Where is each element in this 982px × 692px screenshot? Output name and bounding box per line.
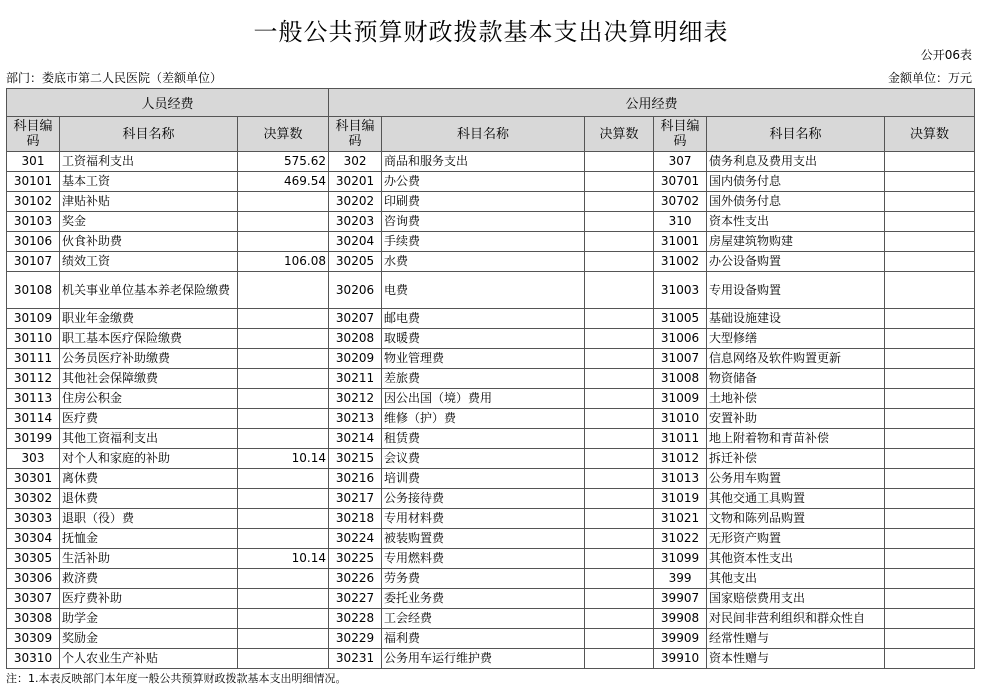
subject-name: 公务用车购置 [707,469,885,489]
table-row [7,252,975,272]
subject-code: 30305 [7,549,60,569]
subject-code: 31010 [654,409,707,429]
amount-value [885,449,975,469]
expenditure-table [6,88,975,669]
amount-value [885,489,975,509]
subject-name: 会议费 [382,449,585,469]
amount-value [238,429,329,449]
amount-value [238,589,329,609]
subject-name: 离休费 [60,469,238,489]
subject-name: 劳务费 [382,569,585,589]
subject-name: 公务员医疗补助缴费 [60,349,238,369]
subject-name: 国内债务付息 [707,172,885,192]
amount-value [585,192,654,212]
amount-value [585,549,654,569]
subject-name: 其他社会保障缴费 [60,369,238,389]
subject-code: 30224 [329,529,382,549]
subject-name: 伙食补助费 [60,232,238,252]
subject-name: 助学金 [60,609,238,629]
amount-value [585,309,654,329]
subject-code: 30107 [7,252,60,272]
form-number: 公开06表 [920,48,972,62]
table-row [7,529,975,549]
subject-name: 基础设施建设 [707,309,885,329]
amount-value [238,212,329,232]
amount-value [585,172,654,192]
subject-name: 租赁费 [382,429,585,449]
subject-code: 30228 [329,609,382,629]
subject-code: 30111 [7,349,60,369]
subject-code: 30106 [7,232,60,252]
subject-code: 30306 [7,569,60,589]
subject-code: 30103 [7,212,60,232]
amount-value [238,469,329,489]
amount-value: 10.14 [238,449,329,469]
table-row [7,152,975,172]
table-row [7,192,975,212]
amount-value [885,549,975,569]
subject-name: 咨询费 [382,212,585,232]
amount-value [238,409,329,429]
subject-name: 津贴补贴 [60,192,238,212]
subject-code: 302 [329,152,382,172]
amount-value [585,429,654,449]
subject-code: 31012 [654,449,707,469]
subject-code: 30225 [329,549,382,569]
subject-name: 救济费 [60,569,238,589]
subject-code: 39907 [654,589,707,609]
subject-name: 基本工资 [60,172,238,192]
amount-value [238,389,329,409]
subject-name: 工资福利支出 [60,152,238,172]
subject-code: 39908 [654,609,707,629]
amount-value [585,649,654,669]
table-row [7,349,975,369]
subject-name: 印刷费 [382,192,585,212]
subject-name: 福利费 [382,629,585,649]
subject-name: 拆迁补偿 [707,449,885,469]
amount-value [585,529,654,549]
subject-code: 30109 [7,309,60,329]
amount-value [238,349,329,369]
amount-value [885,469,975,489]
subject-name: 机关事业单位基本养老保险缴费 [60,272,238,309]
amount-value [885,609,975,629]
amount-value [238,232,329,252]
subject-code: 30110 [7,329,60,349]
subject-code: 39909 [654,629,707,649]
table-row [7,489,975,509]
subject-code: 30199 [7,429,60,449]
subject-code: 31011 [654,429,707,449]
department-label: 部门：娄底市第二人民医院（差额单位） [6,71,223,85]
subject-name: 奖金 [60,212,238,232]
table-row [7,369,975,389]
table-row [7,409,975,429]
subject-name: 因公出国（境）费用 [382,389,585,409]
page-title: 一般公共预算财政拨款基本支出决算明细表 [253,18,729,46]
subject-name: 其他资本性支出 [707,549,885,569]
amount-value [238,649,329,669]
subject-name: 资本性赠与 [707,649,885,669]
amount-value [585,389,654,409]
subject-code: 30102 [7,192,60,212]
subject-name: 维修（护）费 [382,409,585,429]
subject-code: 30216 [329,469,382,489]
table-row [7,232,975,252]
subject-code: 30218 [329,509,382,529]
subject-name: 对民间非营利组织和群众性自 [707,609,885,629]
table-row [7,549,975,569]
subject-name: 绩效工资 [60,252,238,272]
subject-code: 301 [7,152,60,172]
subject-code: 399 [654,569,707,589]
subject-code: 30101 [7,172,60,192]
amount-value [585,409,654,429]
subject-name: 经常性赠与 [707,629,885,649]
amount-value: 469.54 [238,172,329,192]
unit-label: 金额单位：万元 [887,71,972,85]
subject-name: 文物和陈列品购置 [707,509,885,529]
subject-name: 大型修缮 [707,329,885,349]
amount-value [885,152,975,172]
amount-value: 575.62 [238,152,329,172]
amount-value [885,569,975,589]
table-row [7,589,975,609]
subject-name: 个人农业生产补贴 [60,649,238,669]
amount-value [885,192,975,212]
subject-code: 30207 [329,309,382,329]
subject-code: 31013 [654,469,707,489]
col-header-amount: 决算数 [885,117,975,152]
subject-name: 手续费 [382,232,585,252]
table-row [7,329,975,349]
subject-name: 医疗费补助 [60,589,238,609]
subject-name: 对个人和家庭的补助 [60,449,238,469]
subject-name: 办公费 [382,172,585,192]
subject-name: 退职（役）费 [60,509,238,529]
amount-value [585,509,654,529]
amount-value [885,232,975,252]
amount-value [585,629,654,649]
footnote: 注：1.本表反映部门本年度一般公共预算财政拨款基本支出明细情况。 [6,672,347,685]
subject-name: 国家赔偿费用支出 [707,589,885,609]
subject-code: 310 [654,212,707,232]
amount-value [585,469,654,489]
amount-value [885,349,975,369]
subject-code: 30309 [7,629,60,649]
subject-name: 其他交通工具购置 [707,489,885,509]
amount-value [238,509,329,529]
table-row [7,609,975,629]
table-row [7,309,975,329]
subject-name: 物资储备 [707,369,885,389]
subject-code: 31099 [654,549,707,569]
subject-name: 奖励金 [60,629,238,649]
subject-code: 31001 [654,232,707,252]
amount-value: 10.14 [238,549,329,569]
col-header-amount: 决算数 [238,117,329,152]
group-header-public: 公用经费 [329,89,975,117]
subject-code: 30113 [7,389,60,409]
subject-code: 30308 [7,609,60,629]
amount-value [238,489,329,509]
subject-name: 专用材料费 [382,509,585,529]
subject-name: 其他工资福利支出 [60,429,238,449]
subject-code: 31022 [654,529,707,549]
subject-name: 土地补偿 [707,389,885,409]
amount-value [238,569,329,589]
amount-value [238,609,329,629]
group-header-personnel: 人员经费 [7,89,329,117]
col-header-name: 科目名称 [382,117,585,152]
col-header-name: 科目名称 [60,117,238,152]
subject-name: 培训费 [382,469,585,489]
amount-value [585,152,654,172]
subject-code: 30231 [329,649,382,669]
subject-name: 债务利息及费用支出 [707,152,885,172]
col-header-name: 科目名称 [707,117,885,152]
amount-value [238,629,329,649]
subject-name: 住房公积金 [60,389,238,409]
subject-code: 30212 [329,389,382,409]
subject-code: 30227 [329,589,382,609]
subject-code: 30205 [329,252,382,272]
subject-name: 办公设备购置 [707,252,885,272]
subject-code: 31009 [654,389,707,409]
table-row [7,469,975,489]
subject-name: 地上附着物和青苗补偿 [707,429,885,449]
amount-value [885,389,975,409]
amount-value [885,649,975,669]
subject-code: 30702 [654,192,707,212]
subject-code: 30217 [329,489,382,509]
table-row [7,429,975,449]
subject-name: 水费 [382,252,585,272]
subject-name: 商品和服务支出 [382,152,585,172]
subject-name: 工会经费 [382,609,585,629]
subject-code: 30301 [7,469,60,489]
subject-name: 职业年金缴费 [60,309,238,329]
subject-code: 30226 [329,569,382,589]
subject-code: 30214 [329,429,382,449]
subject-name: 无形资产购置 [707,529,885,549]
subject-code: 31006 [654,329,707,349]
subject-name: 被装购置费 [382,529,585,549]
table-row [7,449,975,469]
table-row [7,569,975,589]
amount-value [238,529,329,549]
col-header-amount: 决算数 [585,117,654,152]
amount-value [885,329,975,349]
amount-value [885,529,975,549]
subject-name: 信息网络及软件购置更新 [707,349,885,369]
subject-name: 专用燃料费 [382,549,585,569]
amount-value [238,329,329,349]
amount-value [585,232,654,252]
subject-name: 委托业务费 [382,589,585,609]
amount-value [885,272,975,309]
amount-value [885,589,975,609]
amount-value [585,349,654,369]
subject-code: 30215 [329,449,382,469]
amount-value [885,212,975,232]
table-row [7,272,975,309]
amount-value [885,429,975,449]
table-row [7,649,975,669]
subject-code: 30206 [329,272,382,309]
amount-value [585,329,654,349]
subject-code: 30108 [7,272,60,309]
subject-name: 电费 [382,272,585,309]
subject-code: 31005 [654,309,707,329]
subject-code: 30310 [7,649,60,669]
amount-value [585,449,654,469]
subject-code: 30203 [329,212,382,232]
subject-code: 30302 [7,489,60,509]
subject-name: 职工基本医疗保险缴费 [60,329,238,349]
subject-code: 307 [654,152,707,172]
subject-name: 生活补助 [60,549,238,569]
amount-value [238,272,329,309]
subject-code: 30307 [7,589,60,609]
amount-value [238,192,329,212]
subject-code: 39910 [654,649,707,669]
amount-value [585,609,654,629]
amount-value [585,252,654,272]
subject-code: 30213 [329,409,382,429]
subject-name: 国外债务付息 [707,192,885,212]
amount-value [885,509,975,529]
subject-code: 31002 [654,252,707,272]
col-header-code: 科目编码 [654,117,707,152]
subject-name: 抚恤金 [60,529,238,549]
subject-code: 30701 [654,172,707,192]
subject-name: 退休费 [60,489,238,509]
amount-value [238,369,329,389]
subject-code: 31008 [654,369,707,389]
subject-name: 资本性支出 [707,212,885,232]
amount-value [585,489,654,509]
col-header-code: 科目编码 [329,117,382,152]
subject-name: 邮电费 [382,309,585,329]
table-row [7,389,975,409]
subject-code: 31003 [654,272,707,309]
subject-name: 专用设备购置 [707,272,885,309]
subject-code: 303 [7,449,60,469]
amount-value [885,252,975,272]
amount-value [585,569,654,589]
subject-code: 31007 [654,349,707,369]
subject-name: 安置补助 [707,409,885,429]
subject-code: 30112 [7,369,60,389]
amount-value [885,629,975,649]
subject-name: 房屋建筑物购建 [707,232,885,252]
subject-name: 医疗费 [60,409,238,429]
table-row [7,509,975,529]
table-row [7,172,975,192]
subject-code: 30303 [7,509,60,529]
table-row [7,629,975,649]
subject-name: 其他支出 [707,569,885,589]
subject-code: 30229 [329,629,382,649]
amount-value [585,212,654,232]
amount-value [585,369,654,389]
subject-name: 差旅费 [382,369,585,389]
amount-value [585,589,654,609]
col-header-code: 科目编码 [7,117,60,152]
amount-value [238,309,329,329]
amount-value: 106.08 [238,252,329,272]
subject-code: 30304 [7,529,60,549]
subject-name: 公务接待费 [382,489,585,509]
amount-value [885,409,975,429]
subject-name: 取暖费 [382,329,585,349]
subject-code: 30209 [329,349,382,369]
amount-value [885,309,975,329]
subject-code: 30211 [329,369,382,389]
subject-code: 30202 [329,192,382,212]
subject-code: 31021 [654,509,707,529]
amount-value [885,369,975,389]
subject-code: 30201 [329,172,382,192]
amount-value [585,272,654,309]
amount-value [885,172,975,192]
table-row [7,212,975,232]
subject-code: 30208 [329,329,382,349]
subject-code: 30114 [7,409,60,429]
subject-name: 物业管理费 [382,349,585,369]
subject-code: 31019 [654,489,707,509]
subject-name: 公务用车运行维护费 [382,649,585,669]
subject-code: 30204 [329,232,382,252]
